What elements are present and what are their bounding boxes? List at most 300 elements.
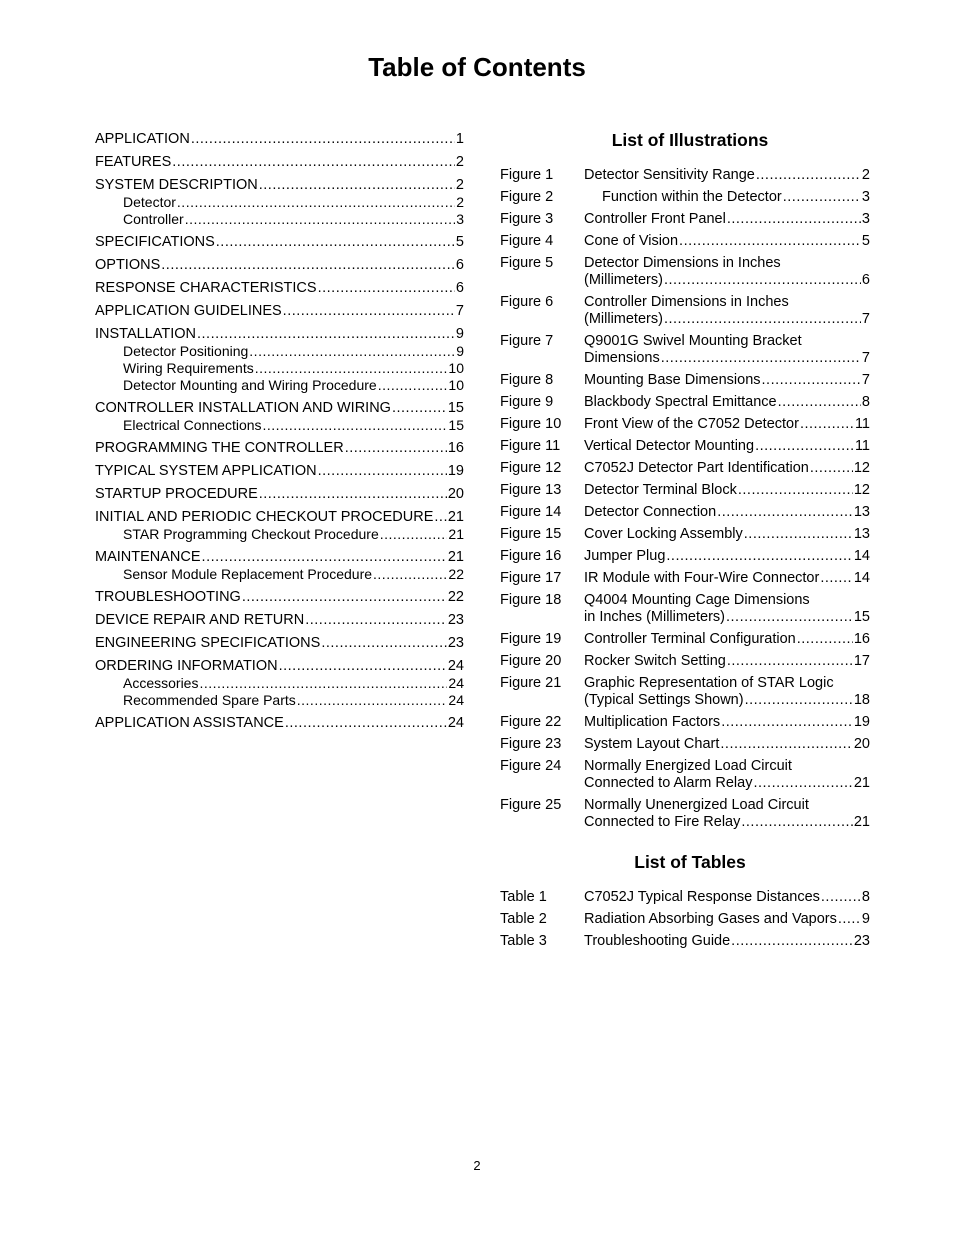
entry-title: Detector Terminal Block bbox=[584, 482, 737, 498]
lists-column bbox=[500, 130, 870, 955]
entry-title: (Millimeters) bbox=[584, 272, 663, 288]
item-title-line: Normally Unenergized Load Circuit bbox=[584, 797, 809, 813]
figure-entry bbox=[500, 294, 870, 328]
item-body bbox=[584, 233, 870, 250]
item-body bbox=[584, 675, 870, 709]
toc-entry bbox=[95, 463, 464, 480]
dot-leader bbox=[717, 504, 853, 521]
entry-title: Jumper Plug bbox=[584, 548, 666, 564]
toc-group bbox=[95, 440, 464, 457]
dot-leader bbox=[727, 211, 861, 228]
dot-leader bbox=[345, 440, 447, 457]
toc-group bbox=[95, 589, 464, 606]
item-label: Figure 14 bbox=[500, 504, 562, 520]
entry-title: ORDERING INFORMATION bbox=[95, 658, 278, 674]
dot-leader bbox=[199, 675, 447, 692]
item-title-line bbox=[584, 438, 870, 455]
dot-leader bbox=[664, 272, 861, 289]
entry-title: System Layout Chart bbox=[584, 736, 720, 752]
dot-leader bbox=[745, 692, 853, 709]
table-entry bbox=[500, 889, 870, 906]
figure-entry bbox=[500, 548, 870, 565]
entry-page: 6 bbox=[455, 280, 464, 296]
item-title-line bbox=[584, 272, 870, 289]
toc-entry bbox=[95, 234, 464, 251]
dot-leader bbox=[185, 211, 456, 228]
entry-title: SPECIFICATIONS bbox=[95, 234, 215, 250]
item-title-line bbox=[584, 548, 870, 565]
entry-title: INITIAL AND PERIODIC CHECKOUT PROCEDURE bbox=[95, 509, 434, 525]
item-title-line bbox=[584, 460, 870, 477]
entry-title: Detector Mounting and Wiring Procedure bbox=[123, 377, 377, 393]
figure-entry bbox=[500, 438, 870, 455]
dot-leader bbox=[838, 911, 861, 928]
item-body bbox=[584, 653, 870, 670]
entry-title: Detector Positioning bbox=[123, 343, 249, 359]
dot-leader bbox=[392, 400, 447, 417]
entry-title: OPTIONS bbox=[95, 257, 161, 273]
entry-title: DEVICE REPAIR AND RETURN bbox=[95, 612, 305, 628]
item-label: Figure 17 bbox=[500, 570, 562, 586]
figure-entry bbox=[500, 333, 870, 367]
dot-leader bbox=[726, 609, 853, 626]
toc-entry bbox=[95, 509, 464, 526]
dot-leader bbox=[197, 326, 455, 343]
toc-group bbox=[95, 303, 464, 320]
toc-entry bbox=[95, 280, 464, 297]
entry-page: 7 bbox=[861, 311, 870, 327]
item-label: Table 1 bbox=[500, 889, 547, 905]
toc-entry bbox=[95, 257, 464, 274]
toc-group bbox=[95, 635, 464, 652]
figure-entry bbox=[500, 758, 870, 792]
dot-leader bbox=[783, 189, 861, 206]
entry-title: TYPICAL SYSTEM APPLICATION bbox=[95, 463, 317, 479]
entry-page: 21 bbox=[447, 549, 464, 565]
item-label: Figure 18 bbox=[500, 592, 562, 608]
dot-leader bbox=[797, 631, 853, 648]
item-body bbox=[584, 460, 870, 477]
entry-title: CONTROLLER INSTALLATION AND WIRING bbox=[95, 400, 391, 416]
figure-entry bbox=[500, 255, 870, 289]
dot-leader bbox=[318, 280, 455, 297]
dot-leader bbox=[664, 311, 861, 328]
table-entry bbox=[500, 933, 870, 950]
item-label: Figure 2 bbox=[500, 189, 554, 205]
entry-page: 21 bbox=[853, 775, 870, 791]
entry-page: 5 bbox=[861, 233, 870, 249]
dot-leader bbox=[755, 438, 854, 455]
entry-page: 6 bbox=[455, 257, 464, 273]
item-body bbox=[584, 548, 870, 565]
item-label: Figure 10 bbox=[500, 416, 562, 432]
entry-title: in Inches (Millimeters) bbox=[584, 609, 725, 625]
toc-subentry bbox=[95, 211, 464, 228]
toc-group bbox=[95, 715, 464, 732]
item-body bbox=[584, 416, 870, 433]
entry-page: 2 bbox=[455, 154, 464, 170]
item-body bbox=[584, 189, 870, 206]
toc-subentry bbox=[95, 194, 464, 211]
entry-page: 22 bbox=[447, 589, 464, 605]
item-label: Figure 13 bbox=[500, 482, 562, 498]
toc-group bbox=[95, 612, 464, 629]
item-title-line bbox=[584, 167, 870, 184]
toc-group bbox=[95, 177, 464, 228]
figure-entry bbox=[500, 570, 870, 587]
dot-leader bbox=[661, 350, 861, 367]
toc-group bbox=[95, 549, 464, 583]
figure-entry bbox=[500, 394, 870, 411]
item-title-line bbox=[584, 526, 870, 543]
entry-page: 2 bbox=[456, 194, 464, 210]
dot-leader bbox=[263, 417, 448, 434]
toc-subentry bbox=[95, 675, 464, 692]
entry-page: 21 bbox=[448, 526, 464, 542]
entry-page: 19 bbox=[853, 714, 870, 730]
dot-leader bbox=[721, 714, 853, 731]
item-title-line bbox=[584, 350, 870, 367]
entry-page: 8 bbox=[861, 394, 870, 410]
item-body bbox=[584, 797, 870, 831]
dot-leader bbox=[378, 377, 448, 394]
entry-title: Sensor Module Replacement Procedure bbox=[123, 566, 373, 582]
entry-title: Recommended Spare Parts bbox=[123, 692, 296, 708]
page-title: Table of Contents bbox=[368, 52, 586, 82]
entry-page: 13 bbox=[853, 526, 870, 542]
item-title-line: Normally Energized Load Circuit bbox=[584, 758, 792, 774]
toc-group bbox=[95, 326, 464, 394]
item-body bbox=[584, 570, 870, 587]
item-body bbox=[584, 714, 870, 731]
dot-leader bbox=[283, 303, 455, 320]
dot-leader bbox=[720, 736, 852, 753]
entry-title: (Typical Settings Shown) bbox=[584, 692, 744, 708]
entry-page: 3 bbox=[456, 211, 464, 227]
item-title-line bbox=[584, 653, 870, 670]
toc-subentry bbox=[95, 566, 464, 583]
entry-title: Cover Locking Assembly bbox=[584, 526, 743, 542]
entry-title: Front View of the C7052 Detector bbox=[584, 416, 799, 432]
dot-leader bbox=[666, 548, 852, 565]
item-label: Figure 7 bbox=[500, 333, 554, 349]
entry-page: 5 bbox=[455, 234, 464, 250]
entry-page: 22 bbox=[448, 566, 464, 582]
entry-page: 11 bbox=[854, 416, 870, 432]
figure-entry bbox=[500, 714, 870, 731]
item-label: Figure 15 bbox=[500, 526, 562, 542]
dot-leader bbox=[321, 635, 447, 652]
item-body bbox=[584, 758, 870, 792]
entry-page: 19 bbox=[447, 463, 464, 479]
toc-subentry bbox=[95, 692, 464, 709]
entry-title: Detector Sensitivity Range bbox=[584, 167, 755, 183]
entry-title: TROUBLESHOOTING bbox=[95, 589, 241, 605]
figure-entry bbox=[500, 631, 870, 648]
item-body bbox=[584, 736, 870, 753]
entry-page: 23 bbox=[853, 933, 870, 949]
item-body bbox=[584, 255, 870, 289]
toc-group bbox=[95, 400, 464, 434]
toc-entry bbox=[95, 658, 464, 675]
entry-title: Detector Connection bbox=[584, 504, 717, 520]
entry-page: 7 bbox=[455, 303, 464, 319]
item-title-line bbox=[584, 394, 870, 411]
dot-leader bbox=[259, 486, 447, 503]
dot-leader bbox=[434, 509, 446, 526]
toc-subentry bbox=[95, 360, 464, 377]
entry-page: 3 bbox=[861, 211, 870, 227]
toc-subentry bbox=[95, 343, 464, 360]
dot-leader bbox=[279, 658, 447, 675]
entry-title: (Millimeters) bbox=[584, 311, 663, 327]
item-body bbox=[584, 211, 870, 228]
toc-group bbox=[95, 280, 464, 297]
entry-title: Cone of Vision bbox=[584, 233, 679, 249]
entry-page: 13 bbox=[853, 504, 870, 520]
entry-title: PROGRAMMING THE CONTROLLER bbox=[95, 440, 344, 456]
toc-group bbox=[95, 234, 464, 251]
entry-page: 9 bbox=[455, 326, 464, 342]
toc-entry bbox=[95, 440, 464, 457]
dot-leader bbox=[679, 233, 861, 250]
entry-page: 23 bbox=[447, 612, 464, 628]
item-title-line bbox=[602, 189, 870, 206]
item-title-line bbox=[584, 482, 870, 499]
toc-entry bbox=[95, 715, 464, 732]
entry-page: 15 bbox=[853, 609, 870, 625]
item-title-line bbox=[584, 631, 870, 648]
dot-leader bbox=[744, 526, 853, 543]
entry-title: Troubleshooting Guide bbox=[584, 933, 731, 949]
item-label: Table 2 bbox=[500, 911, 547, 927]
figure-entry bbox=[500, 526, 870, 543]
item-body bbox=[584, 482, 870, 499]
item-title-line bbox=[584, 736, 870, 753]
entry-page: 1 bbox=[455, 131, 464, 147]
toc-entry bbox=[95, 589, 464, 606]
item-title-line bbox=[584, 775, 870, 792]
table-entry bbox=[500, 911, 870, 928]
dot-leader bbox=[297, 692, 448, 709]
toc-entry bbox=[95, 131, 464, 148]
item-label: Figure 4 bbox=[500, 233, 554, 249]
toc-entry bbox=[95, 177, 464, 194]
dot-leader bbox=[242, 589, 447, 606]
figure-entry bbox=[500, 372, 870, 389]
item-label: Figure 12 bbox=[500, 460, 562, 476]
item-body bbox=[584, 526, 870, 543]
figure-entry bbox=[500, 460, 870, 477]
dot-leader bbox=[191, 131, 455, 148]
entry-title: Controller bbox=[123, 211, 184, 227]
entry-title: RESPONSE CHARACTERISTICS bbox=[95, 280, 317, 296]
dot-leader bbox=[380, 526, 448, 543]
dot-leader bbox=[762, 372, 861, 389]
item-title-line bbox=[584, 311, 870, 328]
item-body bbox=[584, 889, 870, 906]
entry-title: Rocker Switch Setting bbox=[584, 653, 726, 669]
item-label: Figure 8 bbox=[500, 372, 554, 388]
toc-group bbox=[95, 131, 464, 148]
item-label: Figure 23 bbox=[500, 736, 562, 752]
item-title-line: Detector Dimensions in Inches bbox=[584, 255, 781, 271]
entry-page: 20 bbox=[447, 486, 464, 502]
entry-title: Vertical Detector Mounting bbox=[584, 438, 755, 454]
item-body bbox=[584, 333, 870, 367]
entry-title: C7052J Typical Response Distances bbox=[584, 889, 820, 905]
tables-list bbox=[500, 889, 870, 950]
dot-leader bbox=[800, 416, 854, 433]
item-label: Figure 16 bbox=[500, 548, 562, 564]
item-label: Figure 1 bbox=[500, 167, 554, 183]
item-label: Figure 9 bbox=[500, 394, 554, 410]
entry-title: APPLICATION ASSISTANCE bbox=[95, 715, 284, 731]
toc-group bbox=[95, 486, 464, 503]
item-label: Figure 6 bbox=[500, 294, 554, 310]
entry-page: 11 bbox=[854, 438, 870, 454]
toc-group bbox=[95, 658, 464, 709]
entry-page: 7 bbox=[861, 372, 870, 388]
item-body bbox=[584, 911, 870, 928]
entry-page: 20 bbox=[853, 736, 870, 752]
page-number: 2 bbox=[473, 1158, 481, 1173]
dot-leader bbox=[255, 360, 448, 377]
toc-group bbox=[95, 257, 464, 274]
entry-page: 15 bbox=[448, 417, 464, 433]
dot-leader bbox=[216, 234, 455, 251]
entry-title: Wiring Requirements bbox=[123, 360, 254, 376]
entry-page: 10 bbox=[448, 377, 464, 393]
toc-group bbox=[95, 509, 464, 543]
entry-page: 7 bbox=[861, 350, 870, 366]
toc-entry bbox=[95, 400, 464, 417]
item-body bbox=[584, 933, 870, 950]
toc-entry bbox=[95, 635, 464, 652]
item-label: Table 3 bbox=[500, 933, 547, 949]
item-label: Figure 22 bbox=[500, 714, 562, 730]
entry-page: 2 bbox=[455, 177, 464, 193]
item-title-line bbox=[584, 233, 870, 250]
entry-title: STARTUP PROCEDURE bbox=[95, 486, 258, 502]
dot-leader bbox=[727, 653, 853, 670]
dot-leader bbox=[202, 549, 447, 566]
figure-entry bbox=[500, 797, 870, 831]
entry-page: 24 bbox=[447, 715, 464, 731]
item-title-line bbox=[584, 416, 870, 433]
item-title-line bbox=[584, 570, 870, 587]
item-label: Figure 19 bbox=[500, 631, 562, 647]
item-title-line: Controller Dimensions in Inches bbox=[584, 294, 789, 310]
dot-leader bbox=[373, 566, 447, 583]
entry-title: APPLICATION bbox=[95, 131, 190, 147]
tables-heading: List of Tables bbox=[634, 852, 746, 872]
entry-page: 16 bbox=[447, 440, 464, 456]
dot-leader bbox=[756, 167, 861, 184]
figure-entry bbox=[500, 504, 870, 521]
dot-leader bbox=[753, 775, 852, 792]
entry-title: Detector bbox=[123, 194, 176, 210]
entry-page: 9 bbox=[861, 911, 870, 927]
entry-title: Connected to Fire Relay bbox=[584, 814, 741, 830]
toc-entry bbox=[95, 154, 464, 171]
entry-page: 18 bbox=[853, 692, 870, 708]
dot-leader bbox=[305, 612, 447, 629]
dot-leader bbox=[738, 482, 853, 499]
toc-entry bbox=[95, 486, 464, 503]
item-title-line bbox=[584, 814, 870, 831]
item-title-line bbox=[584, 372, 870, 389]
entry-title: Blackbody Spectral Emittance bbox=[584, 394, 777, 410]
entry-title: SYSTEM DESCRIPTION bbox=[95, 177, 258, 193]
toc-entry bbox=[95, 612, 464, 629]
entry-page: 9 bbox=[456, 343, 464, 359]
entry-title: Controller Front Panel bbox=[584, 211, 726, 227]
item-title-line: Q9001G Swivel Mounting Bracket bbox=[584, 333, 802, 349]
entry-title: Radiation Absorbing Gases and Vapors bbox=[584, 911, 837, 927]
figure-entry bbox=[500, 482, 870, 499]
toc-entry bbox=[95, 303, 464, 320]
item-label: Figure 21 bbox=[500, 675, 562, 691]
entry-page: 12 bbox=[853, 482, 870, 498]
entry-title: Electrical Connections bbox=[123, 417, 262, 433]
entry-page: 15 bbox=[447, 400, 464, 416]
item-body bbox=[584, 394, 870, 411]
dot-leader bbox=[821, 889, 861, 906]
entry-page: 21 bbox=[447, 509, 464, 525]
toc-entry bbox=[95, 549, 464, 566]
dot-leader bbox=[810, 460, 853, 477]
entry-title: INSTALLATION bbox=[95, 326, 196, 342]
item-body bbox=[584, 631, 870, 648]
entry-title: Controller Terminal Configuration bbox=[584, 631, 796, 647]
dot-leader bbox=[731, 933, 853, 950]
item-title-line bbox=[584, 504, 870, 521]
figure-entry bbox=[500, 211, 870, 228]
item-label: Figure 20 bbox=[500, 653, 562, 669]
entry-title: FEATURES bbox=[95, 154, 172, 170]
item-label: Figure 3 bbox=[500, 211, 554, 227]
dot-leader bbox=[161, 257, 455, 274]
entry-page: 6 bbox=[861, 272, 870, 288]
item-body bbox=[584, 294, 870, 328]
entry-title: IR Module with Four-Wire Connector bbox=[584, 570, 820, 586]
entry-page: 12 bbox=[853, 460, 870, 476]
entry-page: 8 bbox=[861, 889, 870, 905]
dot-leader bbox=[741, 814, 853, 831]
dot-leader bbox=[778, 394, 861, 411]
entry-page: 24 bbox=[448, 675, 464, 691]
entry-page: 23 bbox=[447, 635, 464, 651]
item-title-line bbox=[584, 692, 870, 709]
item-label: Figure 25 bbox=[500, 797, 562, 813]
item-body bbox=[584, 372, 870, 389]
entry-page: 17 bbox=[853, 653, 870, 669]
dot-leader bbox=[259, 177, 455, 194]
figure-entry bbox=[500, 736, 870, 753]
entry-page: 14 bbox=[853, 548, 870, 564]
item-title-line: Q4004 Mounting Cage Dimensions bbox=[584, 592, 810, 608]
entry-title: Accessories bbox=[123, 675, 199, 691]
toc-subentry bbox=[95, 526, 464, 543]
dot-leader bbox=[285, 715, 447, 732]
figure-entry bbox=[500, 675, 870, 709]
toc-group bbox=[95, 463, 464, 480]
figure-entry bbox=[500, 653, 870, 670]
entry-page: 3 bbox=[861, 189, 870, 205]
dot-leader bbox=[249, 343, 455, 360]
entry-title: Mounting Base Dimensions bbox=[584, 372, 761, 388]
